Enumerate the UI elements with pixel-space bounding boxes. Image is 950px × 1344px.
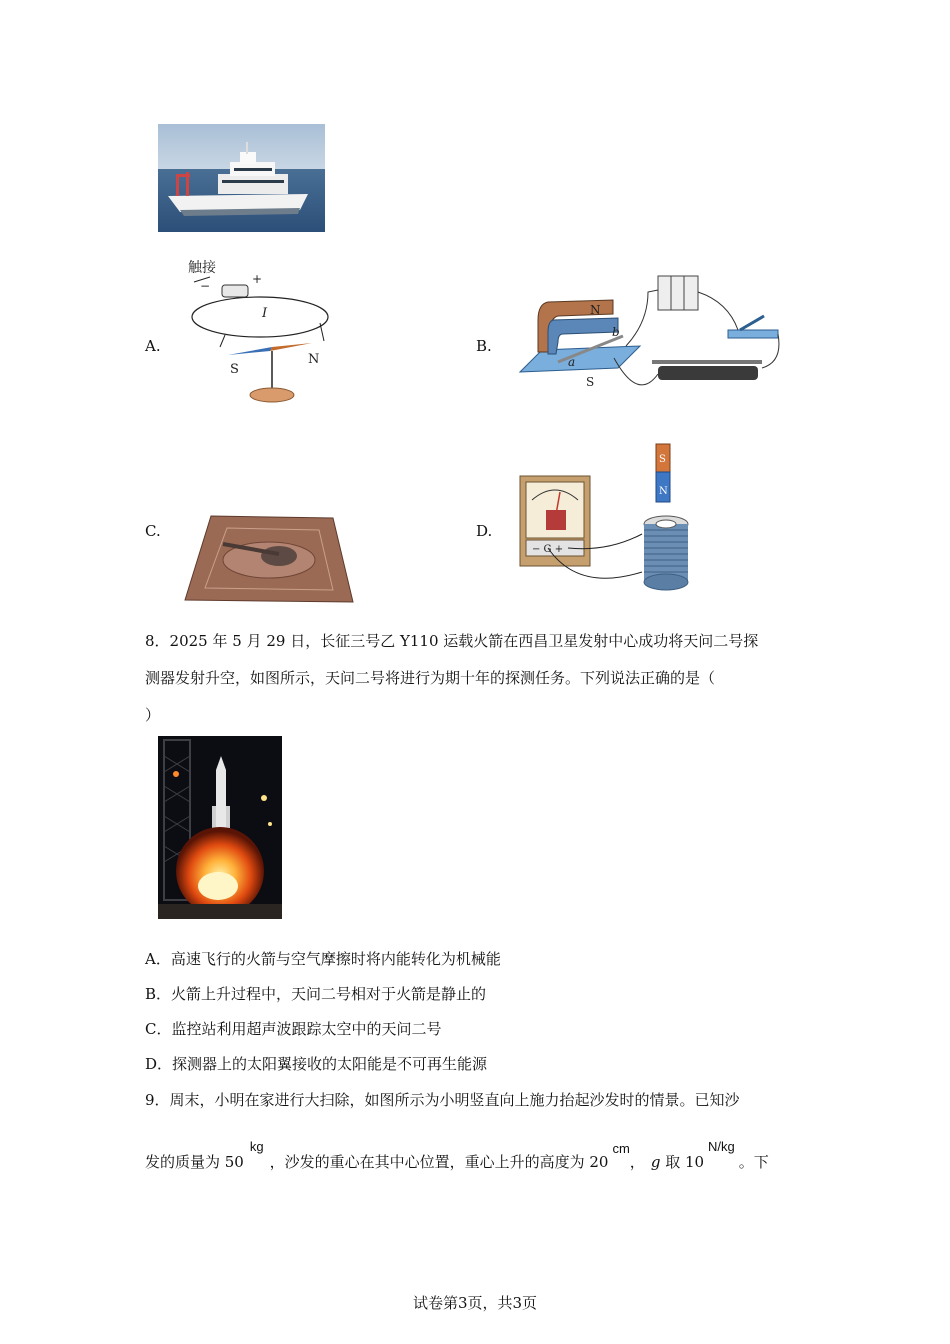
svg-text:− G +: − G + xyxy=(532,544,564,555)
q8-stem-line1: 8．2025 年 5 月 29 日，长征三号乙 Y110 运载火箭在西昌卫星发射中心成功将天问二号探 xyxy=(145,632,759,650)
rod-b-label: b xyxy=(612,325,620,339)
q9-seg3: ， xyxy=(629,1153,645,1171)
q9-g-symbol: g xyxy=(650,1153,661,1171)
q8-stem-line2: 测器发射升空，如图所示，天问二号将进行为期十年的探测任务。下列说法正确的是（ xyxy=(145,669,716,687)
q7-option-b-label[interactable]: B. xyxy=(476,337,492,355)
bar-magnet-s-label: S xyxy=(659,454,666,465)
touch-label: 触接 xyxy=(188,260,216,276)
unit-cm: cm xyxy=(612,1141,630,1156)
compass-circuit-figure xyxy=(180,255,340,410)
q8-stem-line3: ） xyxy=(145,706,161,724)
unit-kg: kg xyxy=(249,1139,264,1154)
q7-option-c-label[interactable]: C. xyxy=(145,522,161,540)
q8-option-c[interactable]: C．监控站利用超声波跟踪太空中的天问二号 xyxy=(145,1020,442,1038)
bar-magnet-n-label: N xyxy=(659,486,668,497)
ship-photo xyxy=(158,124,325,232)
magnet-n-label: N xyxy=(590,303,601,317)
page-footer: 试卷第3页，共3页 xyxy=(412,1294,538,1312)
q7-option-d-label[interactable]: D. xyxy=(476,522,493,540)
current-label: I xyxy=(262,306,268,321)
compass-s-label: S xyxy=(230,362,239,377)
q9-seg5: 。下 xyxy=(738,1153,769,1171)
q9-seg4: 取 10 xyxy=(660,1153,705,1171)
sinan-compass-photo xyxy=(183,514,355,606)
q9-stem-line2 xyxy=(145,1139,769,1173)
galvanometer-coil-figure xyxy=(518,442,698,608)
q8-option-b[interactable]: B．火箭上升过程中，天问二号相对于火箭是静止的 xyxy=(145,985,487,1003)
magnet-s-label: S xyxy=(586,375,595,389)
compass-n-label: N xyxy=(308,352,320,367)
rod-a-label: a xyxy=(568,355,576,369)
svg-text:+: + xyxy=(252,272,263,286)
unit-n-per-kg: N/kg xyxy=(708,1139,735,1154)
q7-option-a-label[interactable]: A. xyxy=(145,337,161,355)
q9-stem-line1: 9．周末，小明在家进行大扫除，如图所示为小明竖直向上施力抬起沙发时的情景。已知沙 xyxy=(145,1091,740,1109)
svg-text:−: − xyxy=(200,279,211,293)
q8-option-a[interactable]: A．高速飞行的火箭与空气摩擦时将内能转化为机械能 xyxy=(145,950,501,968)
q9-seg1: 发的质量为 50 xyxy=(145,1153,244,1171)
q8-option-d[interactable]: D．探测器上的太阳翼接收的太阳能是不可再生能源 xyxy=(145,1055,488,1073)
rocket-launch-photo xyxy=(158,736,282,919)
q9-seg2: ，沙发的重心在其中心位置，重心上升的高度为 20 xyxy=(269,1153,609,1171)
magnet-rod-circuit-figure xyxy=(518,262,783,392)
